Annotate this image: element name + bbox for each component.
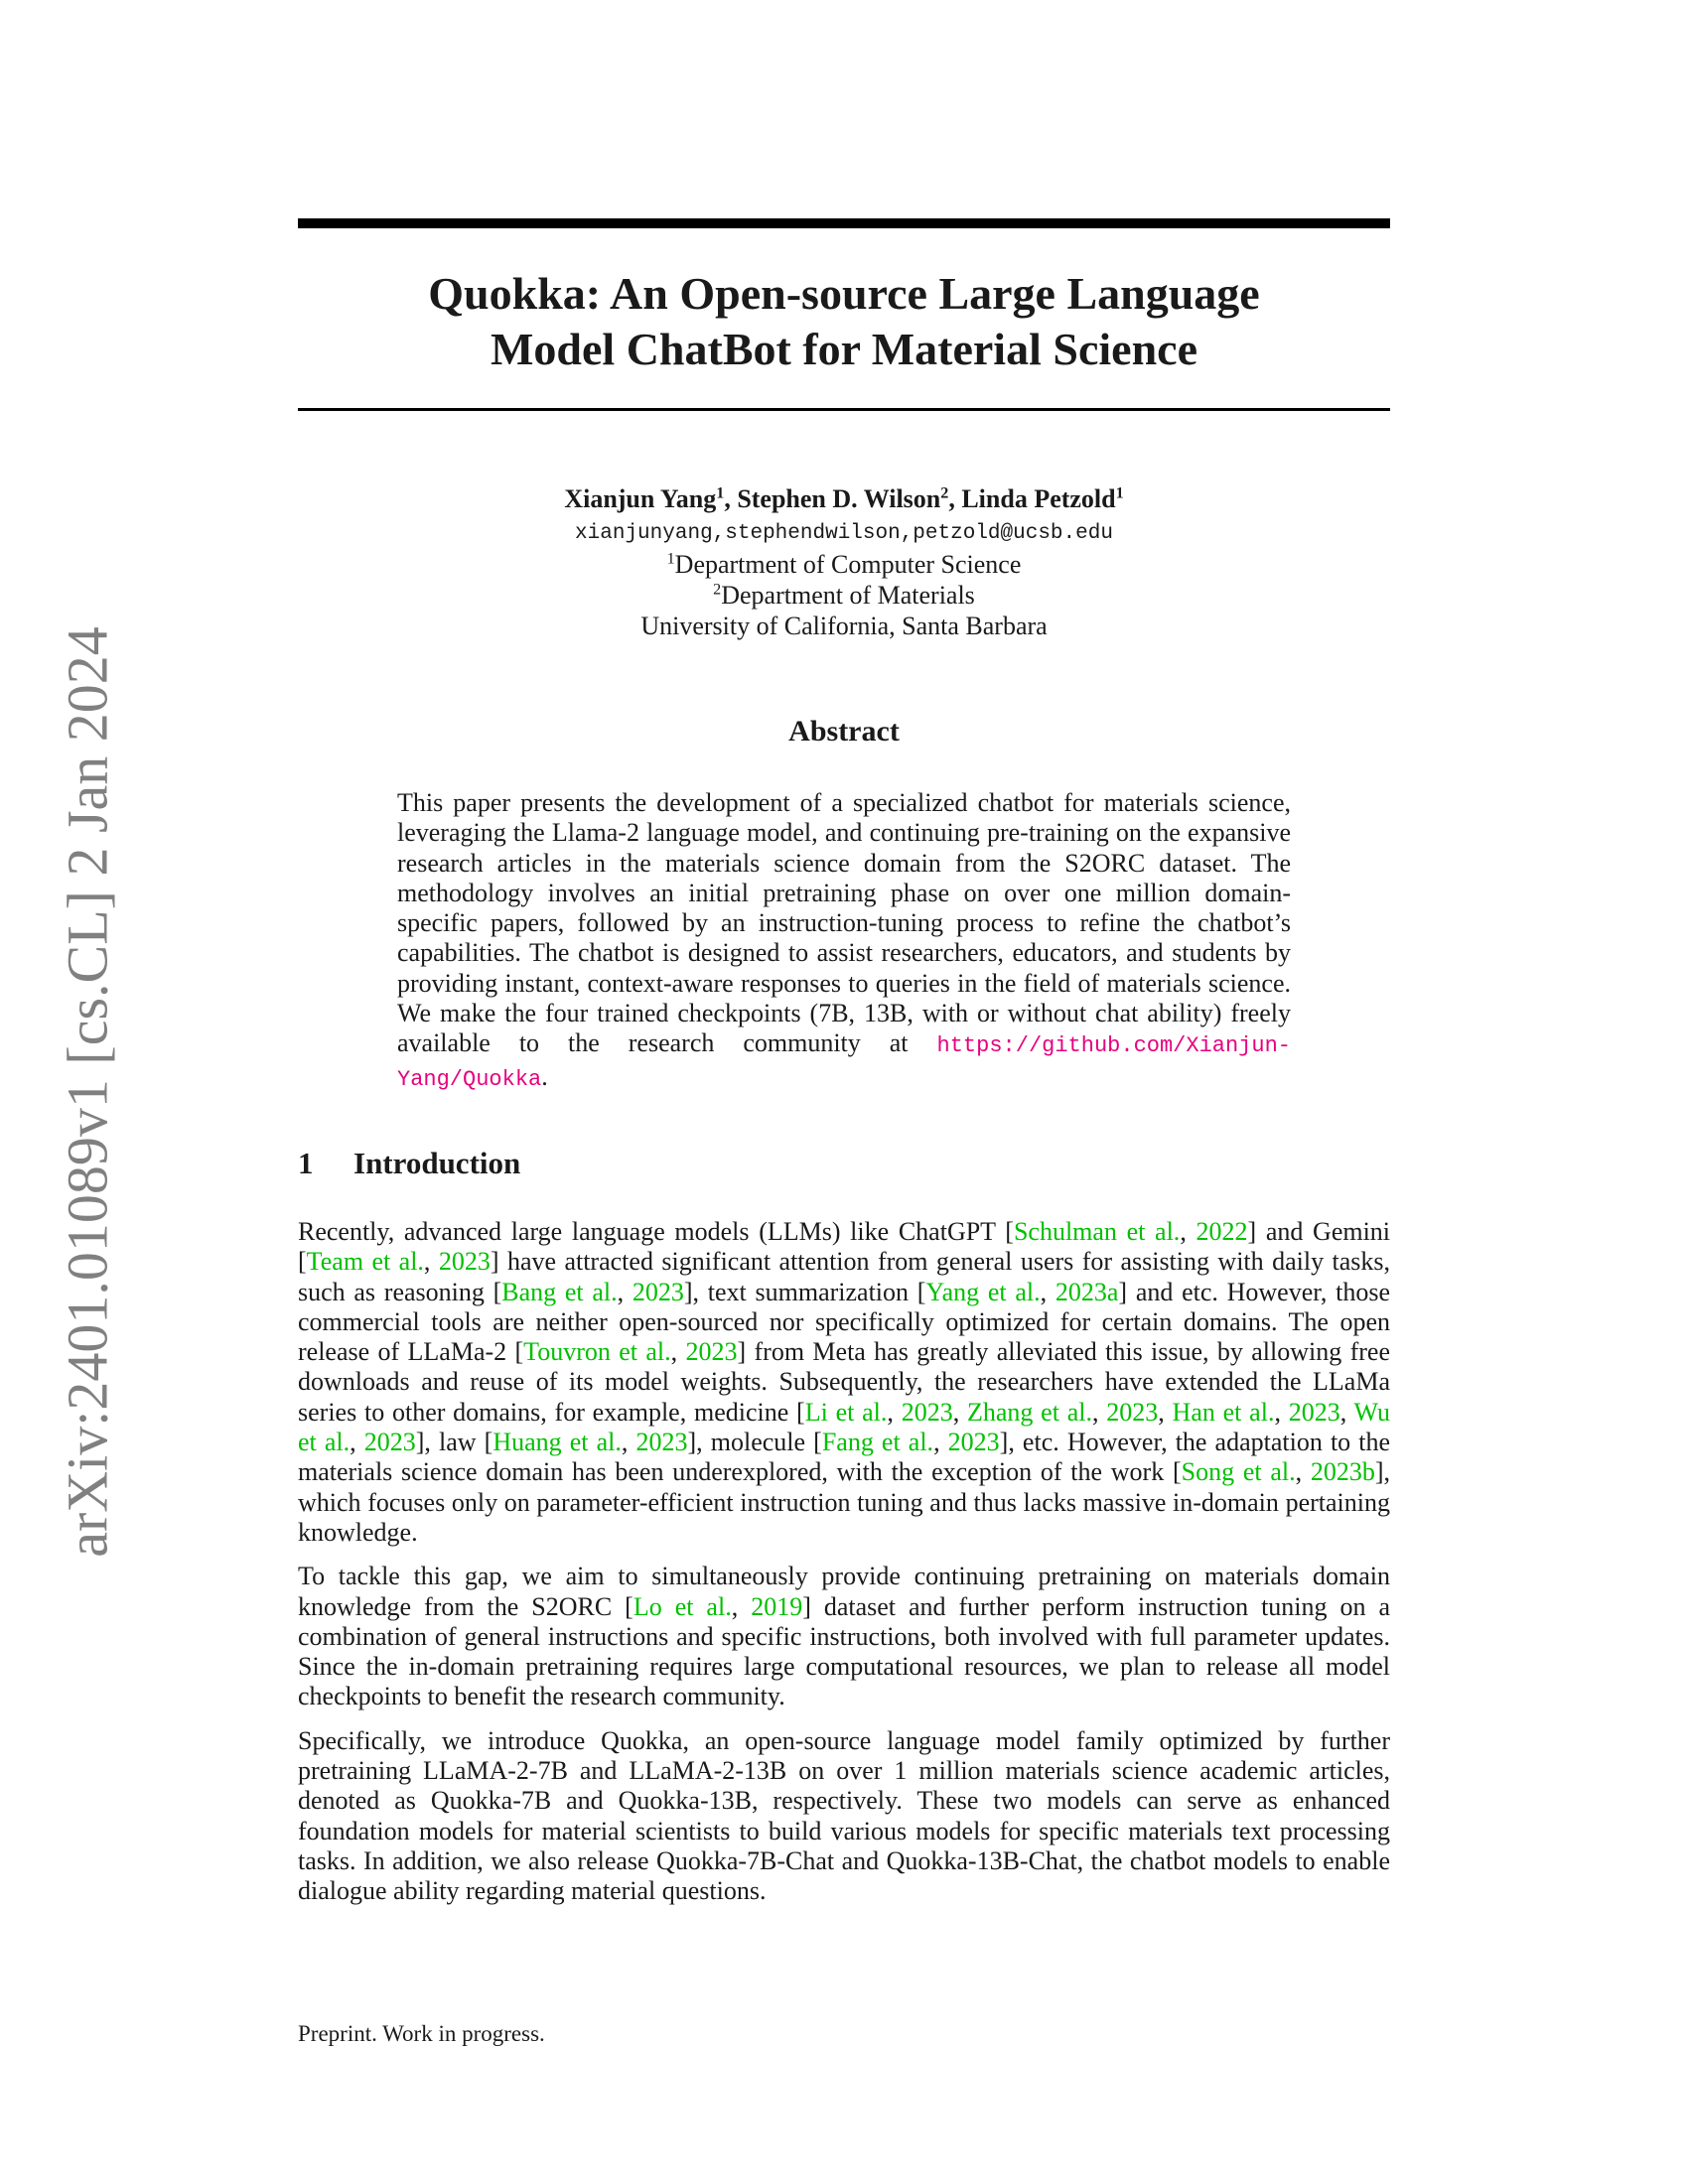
citation-link[interactable]: Zhang et al. [966,1397,1092,1427]
author-affiliation-mark: 2 [940,484,949,502]
citation-link[interactable]: 2023b [1310,1457,1375,1487]
author-affiliation-mark: 1 [1115,484,1124,502]
citation-link[interactable]: Han et al. [1172,1397,1275,1427]
arxiv-stamp: arXiv:2401.01089v1 [cs.CL] 2 Jan 2024 [55,626,120,1558]
citation-link[interactable]: 2023 [632,1277,684,1306]
body-text: Specifically, we introduce Quokka, an open-source language model family optimized by further pretraining LLaMA-2-7B and LLaMA-2-13B on over 1 million materials science academic articles, denoted as Quokka-7B and Quokka-13B, respectively. These two models can serve as enhanced foundation models for material scientists to build various models for specific materials text processing tasks. In addition, we also release Quokka-7B-Chat and Quokka-13B-Chat, the chatbot models to enable dialogue ability regarding material questions. [298,1725,1390,1906]
title-line-1: Quokka: An Open-source Large Language [428,268,1260,319]
author-affiliation-mark: 1 [716,484,725,502]
body-text: , [1295,1457,1311,1487]
body-text: ], etc. However, the adaptation to the materials science domain has been underexplored, with the exception of the work [ [298,1428,1391,1487]
body-text: , [1339,1397,1354,1427]
citation-link[interactable]: Touvron et al. [523,1337,671,1367]
citation-link[interactable]: 2023 [1106,1397,1159,1427]
author-name: Linda Petzold [961,484,1116,513]
author-name: Xianjun Yang [564,484,717,513]
author-list: Xianjun Yang$^1$, Stephen D. Wilson$^2$, Linda Petzold$^1$ [564,484,1124,513]
body-text: ], which focuses only on parameter-efficient instruction tuning and thus lacks massive in-domain pertaining knowledge. [298,1457,1391,1547]
body-text: Recently, advanced large language models (LLMs) like ChatGPT [ [298,1217,1014,1246]
body-text: , [1040,1277,1055,1306]
citation-link[interactable]: Schulman et al. [1013,1217,1181,1246]
paper-title [298,266,1390,377]
citation-link[interactable]: Yang et al. [925,1277,1041,1306]
body-text: , [952,1397,967,1427]
citation-link[interactable]: Team et al. [306,1247,424,1277]
body-text: ] have attracted significant attention from general users for assisting with daily tasks, such as reasoning [ [298,1247,1390,1306]
body-text: To tackle this gap, we aim to simultaneously provide continuing pretraining on materials domain knowledge from the S2ORC [ [298,1562,1390,1621]
citation-link[interactable]: Wu et al. [298,1397,1391,1457]
body-text: ], text summarization [ [683,1277,926,1306]
section-number: 1 [298,1146,314,1180]
body-text: , [350,1428,364,1457]
body-text: , [1180,1217,1196,1246]
github-link[interactable]: https://github.com/Xianjun-Yang/Quokka [397,1033,1291,1092]
citation-link[interactable]: 2022 [1196,1217,1248,1246]
title-rule-bottom [298,408,1390,411]
title-line-2: Model ChatBot for Material Science [491,324,1197,374]
citation-link[interactable]: 2023 [685,1337,738,1367]
body-text: ], molecule [ [687,1428,822,1457]
citation-link[interactable]: 2023 [901,1397,953,1427]
body-text: , [1158,1397,1173,1427]
citation-link[interactable]: 2019 [751,1591,803,1621]
body-text: , [423,1247,439,1277]
body-text: ] and etc. However, those commercial tools are neither open-sourced nor specifically optimized for certain domains. The open release of LLaMa-2 [ [298,1277,1390,1367]
section-title: Introduction [353,1146,521,1180]
body-text: ] and Gemini [ [298,1217,1391,1277]
paragraph [298,1217,1390,1548]
citation-link[interactable]: 2023 [947,1428,1000,1457]
body-text: ], law [ [415,1428,493,1457]
affiliation-line: $^1$Department of Computer Science [666,550,1022,579]
citation-link[interactable]: 2023 [1288,1397,1340,1427]
paragraph [298,1726,1390,1907]
citation-link[interactable]: Lo et al. [633,1591,732,1621]
affiliation-line: $^2$Department of Materials [713,581,975,610]
citation-link[interactable]: 2023 [363,1428,416,1457]
abstract-body: This paper presents the development of a specialized chatbot for materials science, leveraging the Llama-2 language model, and continuing pre-training on the expansive research articles in the materials science domain from the S2ORC dataset. The methodology involves an initial pretraining phase on over one million domain-specific papers, followed by an instruction-tuning process to refine the chatbot’s capabilities. The chatbot is designed to assist researchers, educators, and students by providing instant, context-aware responses to queries in the field of materials science. We make the four trained checkpoints (7B, 13B, with or without chat ability) freely available to the research community at https://github.com/Xianjun-Yang/Quokka. [397,788,1291,1092]
citation-link[interactable]: Li et al. [804,1397,888,1427]
citation-link[interactable]: Huang et al. [492,1428,622,1457]
citation-link[interactable]: Fang et al. [821,1428,934,1457]
citation-link[interactable]: 2023 [635,1428,688,1457]
introduction-body [298,1217,1390,1921]
citation-link[interactable]: 2023 [438,1247,491,1277]
abstract-heading: Abstract [788,715,900,748]
body-text: , [887,1397,902,1427]
footnote-preprint: Preprint. Work in progress. [298,2021,545,2046]
affiliation-line: University of California, Santa Barbara [640,612,1048,640]
body-text: ] dataset and further perform instruction tuning on a combination of general instructions and specific instructions, both involved with full parameter updates. Since the in-domain pretraining requires large computational resources, we plan to release all model checkpoints to benefit the research community. [298,1591,1391,1711]
body-text: , [933,1428,948,1457]
body-text: , [1274,1397,1289,1427]
citation-link[interactable]: Song et al. [1181,1457,1296,1487]
body-text: , [617,1277,633,1306]
body-text: , [621,1428,636,1457]
body-text: , [731,1591,752,1621]
citation-link[interactable]: 2023a [1055,1277,1119,1306]
author-name: Stephen D. Wilson [737,484,941,513]
body-text: , [1091,1397,1107,1427]
body-text: ] from Meta has greatly alleviated this issue, by allowing free downloads and reuse of its model weights. Subsequently, the researchers have extended the LLaMa series to other domains, for example, medicine [ [298,1337,1391,1427]
paragraph [298,1562,1390,1711]
section-heading [298,1146,520,1181]
body-text: , [670,1337,686,1367]
abstract-text: This paper presents the development of a specialized chatbot for materials science, leveraging the Llama-2 language model, and continuing pre-training on the expansive research articles in the materials science domain from the S2ORC dataset. The methodology involves an initial pretraining phase on over one million domain-specific papers, followed by an instruction-tuning process to refine the chatbot’s capabilities. The chatbot is designed to assist researchers, educators, and students by providing instant, context-aware responses to queries in the field of materials science. We make the four trained checkpoints (7B, 13B, with or without chat ability) freely available to the research community at [397,788,1291,1058]
affiliation-block [298,518,1390,641]
author-emails: xianjunyang,stephendwilson,petzold@ucsb.edu [575,522,1113,545]
title-rule-top [298,218,1390,228]
citation-link[interactable]: Bang et al. [501,1277,618,1306]
